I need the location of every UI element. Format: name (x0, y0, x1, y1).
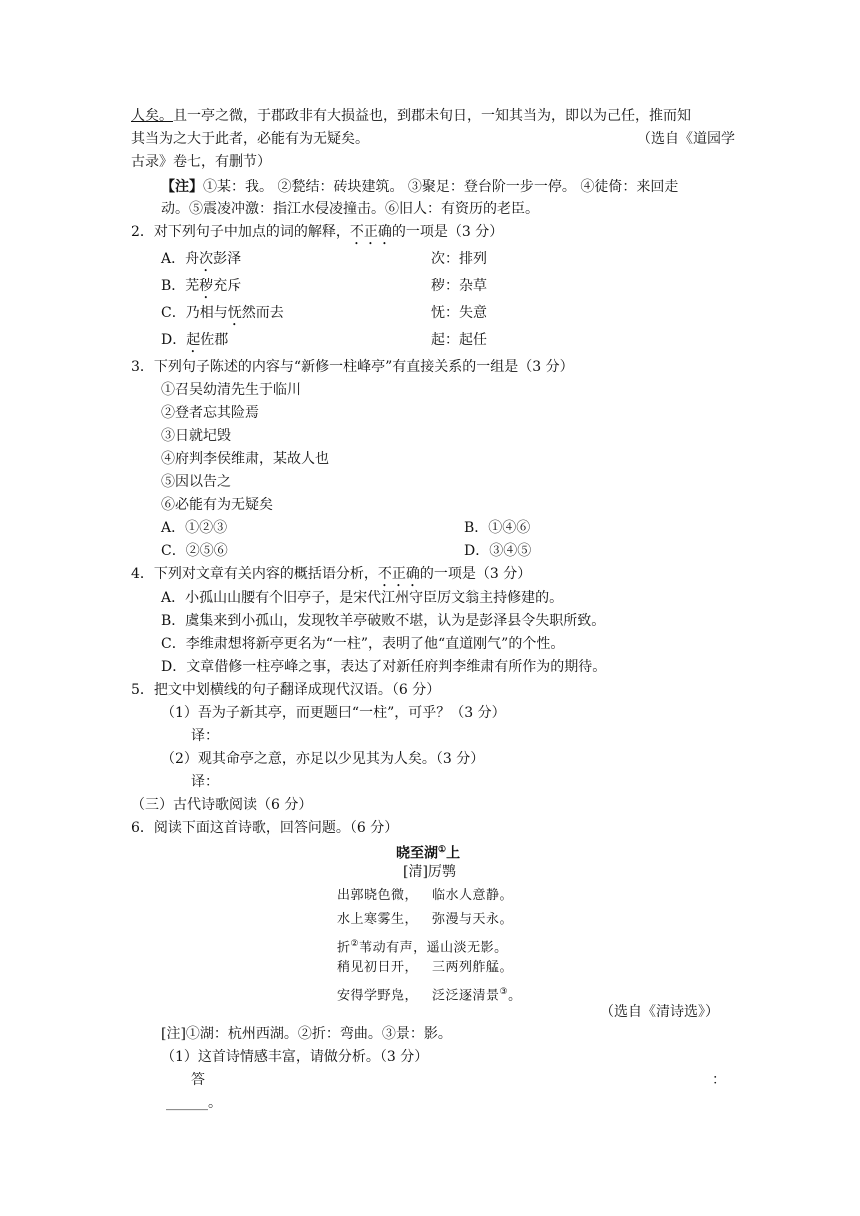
option-letter: D． (161, 332, 187, 348)
q3-item: ④府判李侯维肃，某故人也 (161, 451, 329, 467)
q3-item: ②登者忘其险焉 (161, 405, 259, 421)
poem-title-text: 晓至湖 (396, 845, 438, 862)
q4-option-d: D．文章借修一柱亭峰之事，表达了对新任府判李维肃有所作为的期待。 (161, 659, 607, 675)
q6-stem: 6．阅读下面这首诗歌，回答问题。（6 分） (131, 820, 399, 836)
option-sentence: 彭泽 (213, 251, 242, 267)
poem-source: （选自《清诗选》） (600, 1004, 719, 1020)
q4-stem (131, 564, 531, 590)
passage-line-1 (131, 106, 691, 126)
poem-title (396, 840, 460, 864)
poem-footnote-mark: ① (438, 845, 447, 855)
poem-author: [清]厉鹗 (403, 864, 456, 880)
q3-option-b (464, 518, 530, 538)
poem-footnote-mark: ② (350, 939, 360, 949)
passage-source-b: 古录》卷七，有删节） (131, 154, 271, 170)
poem-line (337, 886, 513, 906)
option-letter: C． (161, 305, 186, 321)
poem-verse: 弥漫与天永。 (432, 912, 514, 927)
underlined-sentence-end: 人矣。 (131, 108, 173, 124)
q2-option-a-explanation: 次：排列 (431, 251, 487, 267)
q2-option-d (161, 330, 228, 356)
passage-note-line-2: 动。⑤震凌冲激：指江水侵凌撞击。⑥旧人：有资历的老臣。 (161, 201, 539, 217)
poem-footnote-mark: ③ (499, 987, 509, 997)
poem-verse: 安得学野凫， (337, 988, 419, 1004)
q4-option-c: C．李维肃想将新亭更名为“一柱”，表明了他“直道刚气”的个性。 (161, 636, 565, 652)
note-text: ①某：我。 ②甃结：砖块建筑。 ③聚足：登台阶一步一停。 ④徒倚：来回走 (203, 179, 679, 195)
poem-note: [注]①湖：杭州西湖。②折：弯曲。③景：影。 (161, 1026, 452, 1042)
option-sentence: 乃相与 (185, 305, 228, 321)
poem-verse: 泛泛逐清景 (432, 988, 500, 1004)
poem-verse: 三两列舴艋。 (432, 960, 514, 975)
q2-stem-b: 的一项是（3 分） (391, 224, 504, 240)
option-dotted-word: 怃 (227, 305, 242, 321)
option-letter: A． (161, 520, 186, 536)
poem-verse: 临水人意静。 (432, 888, 514, 903)
option-dotted-word: 起 (186, 332, 201, 348)
q3-item: ⑥必能有为无疑矣 (161, 497, 273, 513)
option-text: ①②③ (185, 520, 228, 536)
option-text: ③④⑤ (489, 543, 532, 559)
q5-sub2: （2）观其命亭之意，亦足以少见其为人矣。（3 分） (161, 751, 485, 767)
q2-option-c-explanation: 怃：失意 (431, 305, 487, 321)
q6-sub1: （1）这首诗情感丰富，请做分析。（3 分） (161, 1049, 429, 1065)
q2-stem-a: 2．对下列句子中加点的词的解释， (131, 224, 350, 240)
passage-source-a: （选自《道园学 (637, 131, 735, 147)
q3-item: ⑤因以告之 (161, 474, 231, 490)
section-heading: （三）古代诗歌阅读（6 分） (131, 797, 313, 813)
option-dotted-word: 次 (199, 251, 214, 267)
q2-stem-emphasis: 不正确 (349, 224, 392, 240)
q6-answer-label: 答 (191, 1072, 205, 1088)
q6-answer-colon: ： (712, 1072, 726, 1088)
q3-option-c (161, 541, 228, 561)
q2-stem (131, 222, 503, 248)
q3-option-a (161, 518, 227, 538)
option-letter: D． (464, 543, 490, 559)
q3-stem: 3．下列句子陈述的内容与“新修一柱峰亭”有直接关系的一组是（3 分） (131, 359, 574, 375)
passage-note-line-1 (161, 177, 678, 197)
option-text: ②⑤⑥ (185, 543, 228, 559)
q3-option-d (464, 541, 531, 561)
q3-item: ③日就圮毁 (161, 428, 231, 444)
poem-verse: 水上寒雾生， (337, 912, 419, 927)
poem-line (337, 910, 513, 930)
q2-option-b (161, 276, 241, 302)
q4-option-a: A．小孤山山腰有个旧亭子，是宋代江州守臣厉文翁主持修建的。 (161, 590, 564, 606)
poem-verse: 遥山淡无影。 (426, 940, 508, 956)
option-text: ①④⑥ (488, 520, 531, 536)
passage-text: 且一亭之微，于郡政非有大损益也，到郡未旬日，一知其当为，即以为己任，推而知 (173, 108, 691, 124)
q4-option-b: B．虞集来到小孤山，发现牧羊亭破败不堪，认为是彭泽县令失职所致。 (161, 613, 606, 629)
poem-verse: 苇动有声， (359, 940, 427, 956)
q5-sub2-answer: 译： (191, 774, 219, 790)
q5-sub1: （1）吾为子新其亭，而更题曰“一柱”，可乎？（3 分） (161, 705, 506, 721)
option-sentence: 充斥 (213, 278, 242, 294)
poem-verse: 。 (508, 988, 522, 1004)
q2-option-a (161, 249, 241, 275)
q5-sub1-answer: 译： (191, 728, 219, 744)
q2-option-d-explanation: 起：起任 (431, 332, 487, 348)
option-sentence: 佐郡 (200, 332, 229, 348)
q4-stem-b: 的一项是（3 分） (419, 566, 532, 582)
q5-stem: 5．把文中划横线的句子翻译成现代汉语。（6 分） (131, 682, 441, 698)
poem-verse: 折 (337, 940, 351, 956)
passage-line-2: 其当为之大于此者，必能有为无疑矣。 (131, 131, 369, 147)
poem-line (337, 958, 513, 978)
q4-stem-emphasis: 不正确 (377, 566, 420, 582)
q2-option-b-explanation: 秽：杂草 (431, 278, 487, 294)
option-sentence: 芜 (185, 278, 200, 294)
option-dotted-word: 秽 (199, 278, 214, 294)
poem-title-text: 上 (446, 845, 461, 862)
poem-line (337, 982, 522, 1006)
q2-option-c (161, 303, 284, 329)
poem-verse: 出郭晓色微， (337, 888, 419, 903)
q6-answer-blank[interactable]: ______。 (166, 1095, 222, 1111)
option-letter: A． (161, 251, 186, 267)
option-letter: C． (161, 543, 186, 559)
q3-item: ①召吴幼清先生于临川 (161, 382, 301, 398)
q4-stem-a: 4．下列对文章有关内容的概括语分析， (131, 566, 378, 582)
note-label: 【注】 (161, 179, 203, 195)
option-letter: B． (161, 278, 186, 294)
poem-verse: 稍见初日开， (337, 960, 419, 975)
option-sentence: 然而去 (241, 305, 284, 321)
option-sentence: 舟 (185, 251, 200, 267)
poem-line (337, 934, 508, 958)
option-letter: B． (464, 520, 489, 536)
